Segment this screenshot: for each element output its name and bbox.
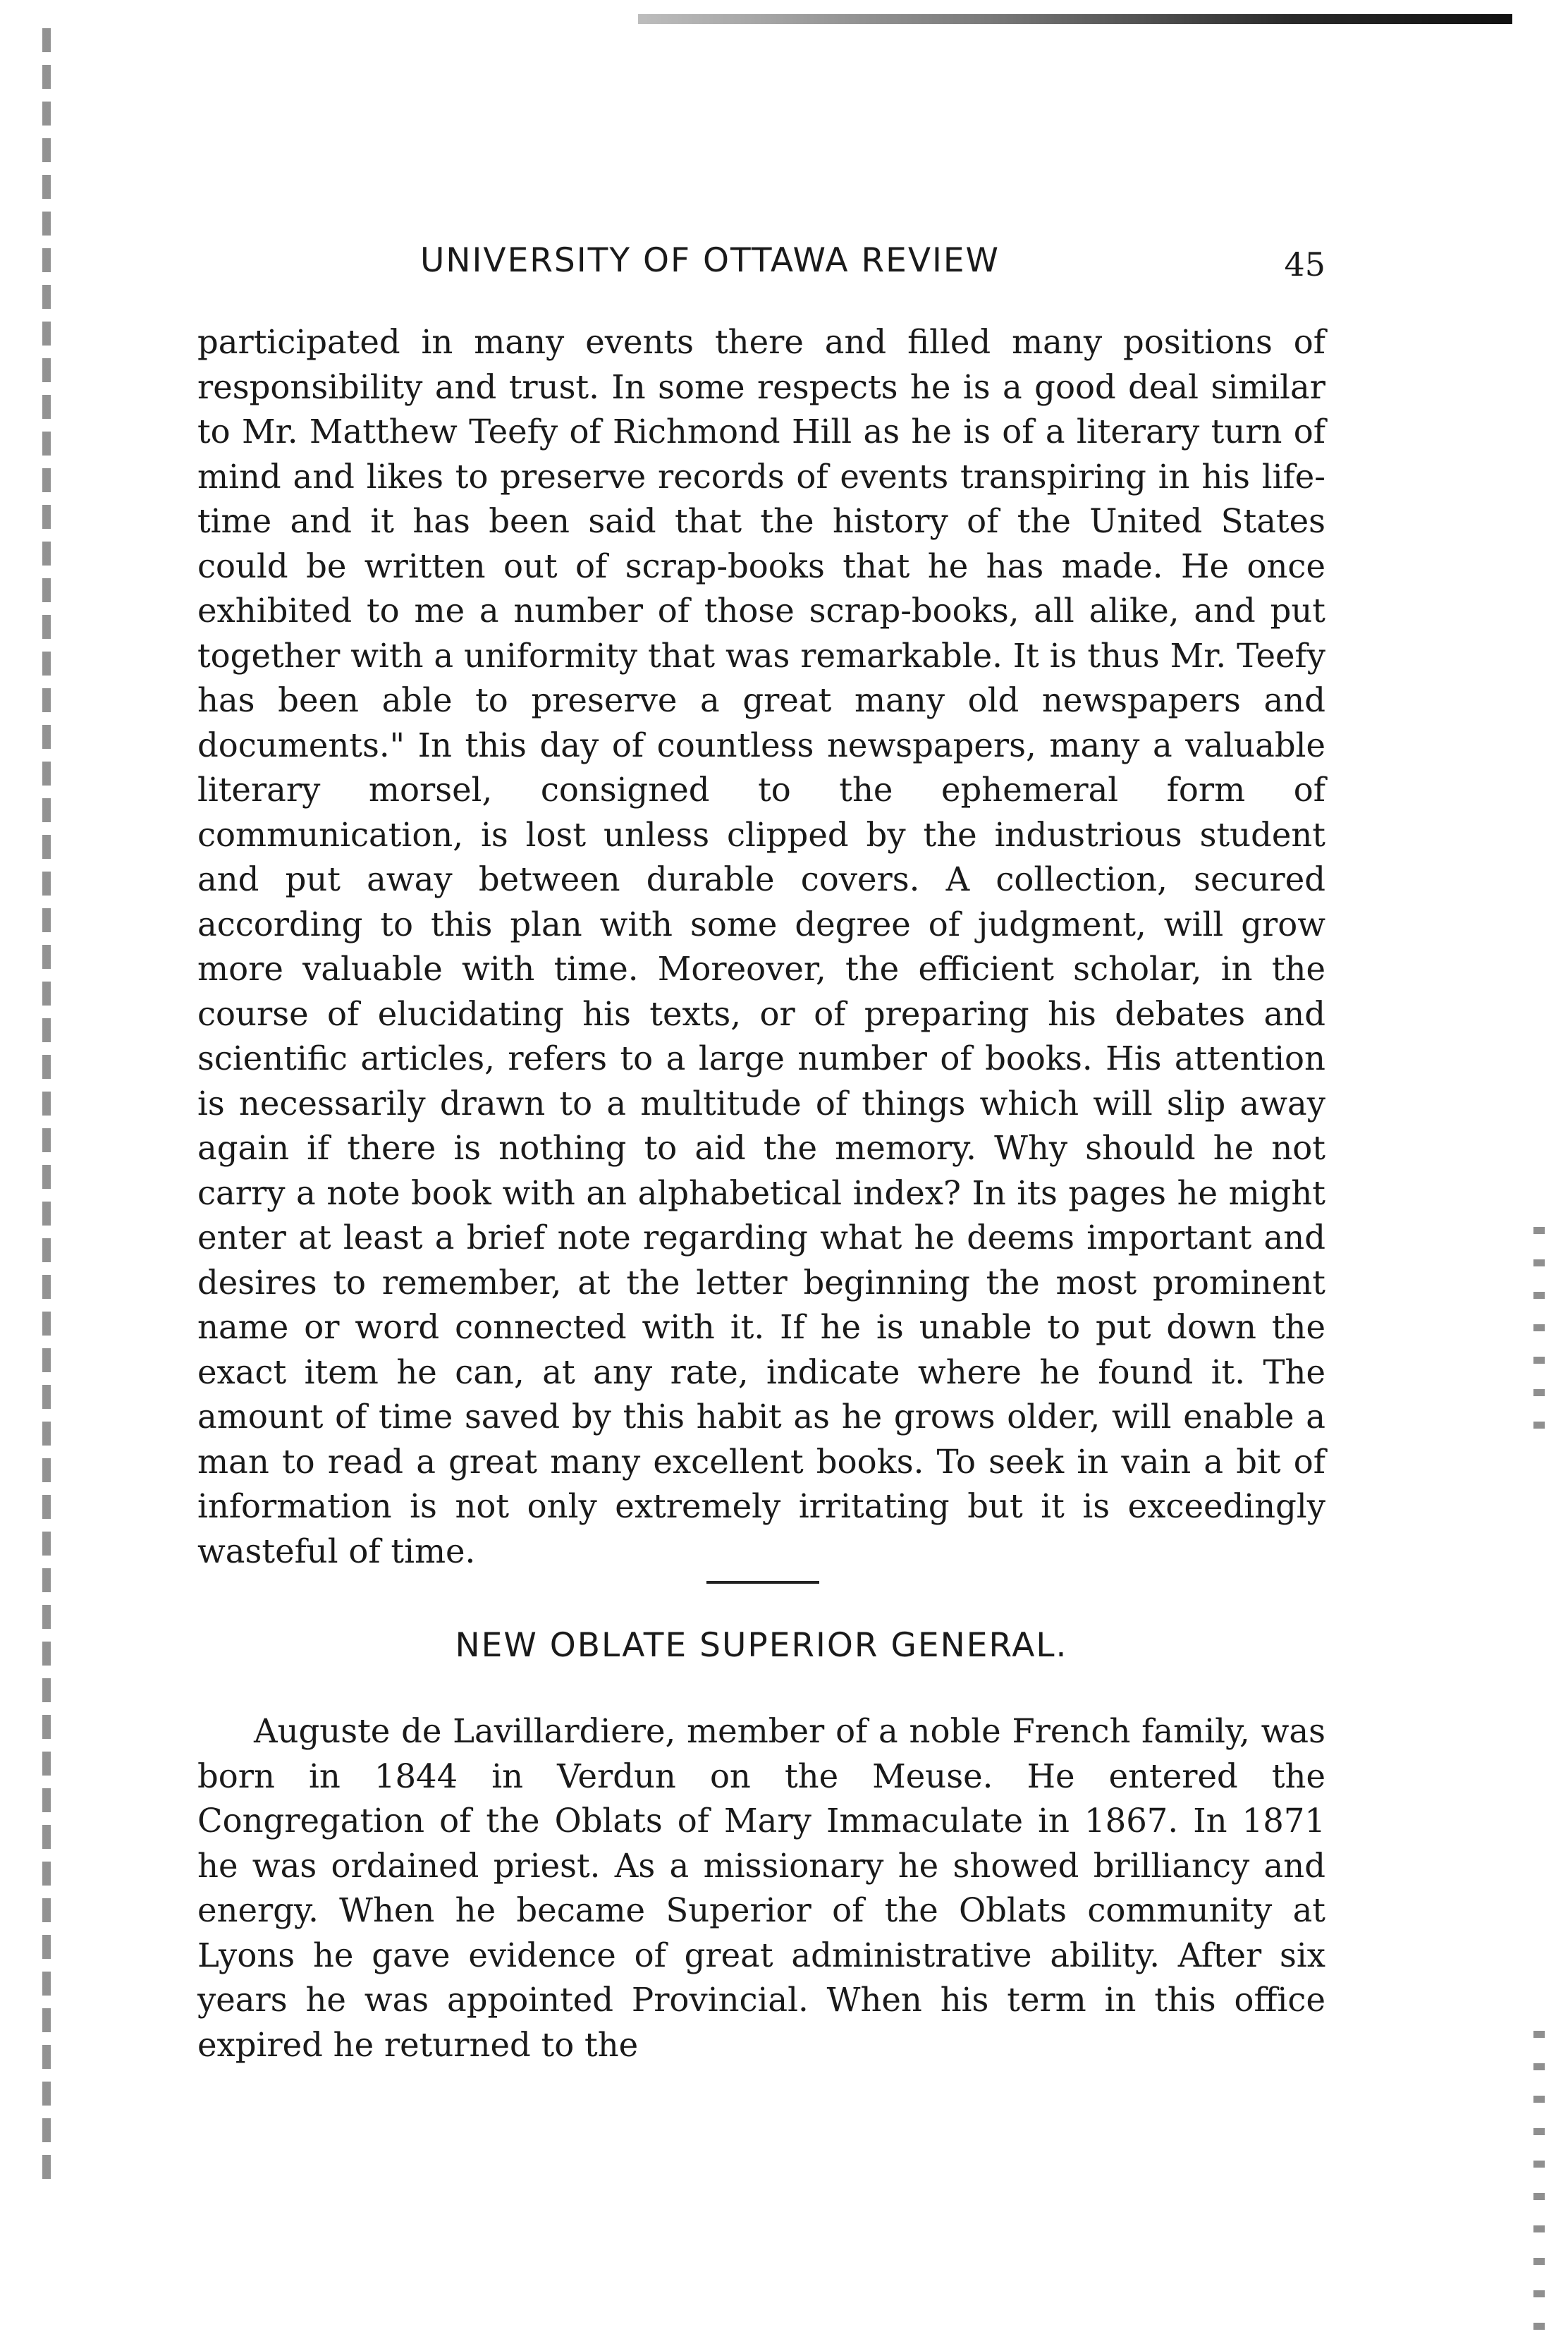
body-paragraph: participated in many events there and filled many positions of responsibility and trust. In some respects he is a good deal similar to Mr. Matthew Teefy of Richmond Hill as he is of a literary turn of mind and likes to preserve records of events transpiring in his life-time and it has been said that the history of the United States could be written out of scrap-books that he has made. He once exhibited to me a number of those scrap-books, all alike, and put together with a uniformity that was remarkable. It is thus Mr. Teefy has been able to preserve a great many old newspapers and documents." In this day of countless newspapers, many a valuable literary morsel, consigned to the ephemeral form of communication, is lost unless clipped by the industrious student and put away between durable covers. A collection, secured according to this plan with some degree of judgment, will grow more valuable with time. Moreover, the efficient scholar, in the course of elucidating his texts, or of preparing his debates and scientific articles, refers to a large number of books. His attention is necessarily drawn to a multitude of things which will slip away again if there is nothing to aid the memory. Why should he not carry a note book with an alphabetical index? In its pages he might enter at least a brief note regarding what he deems important and desires to remember, at the letter beginning the most prominent name or word connected with it. If he is unable to put down the exact item he can, at any rate, indicate where he found it. The amount of time saved by this habit as he grows older, will enable a man to read a great many excellent books. To seek in vain a bit of information is not only extremely irritating but it is exceedingly wasteful of time. bbox=[197, 323, 1325, 1570]
page-number: 45 bbox=[1284, 245, 1325, 283]
scan-binding-edge bbox=[42, 28, 51, 2186]
section-heading: NEW OBLATE SUPERIOR GENERAL. bbox=[455, 1626, 1068, 1665]
section-paragraph: Auguste de Lavillardiere, member of a noble French family, was born in 1844 in Verdun on the Meuse. He entered the Congregation of the Oblats of Mary Immaculate in 1867. In 1871 he was ordained priest. As a missionary he showed brilliancy and energy. When he became Superior of the Oblats community at Lyons he gave evidence of great administrative ability. After six years he was appointed Provincial. When his term in this office expired he returned to the bbox=[197, 1712, 1325, 2064]
running-head bbox=[197, 241, 1325, 291]
section-divider bbox=[706, 1581, 819, 1584]
scan-edge-marks-lower bbox=[1533, 2031, 1545, 2341]
scan-edge-marks bbox=[1533, 1227, 1545, 1446]
running-title: UNIVERSITY OF OTTAWA REVIEW bbox=[420, 241, 1000, 280]
top-edge-rule bbox=[638, 14, 1512, 24]
